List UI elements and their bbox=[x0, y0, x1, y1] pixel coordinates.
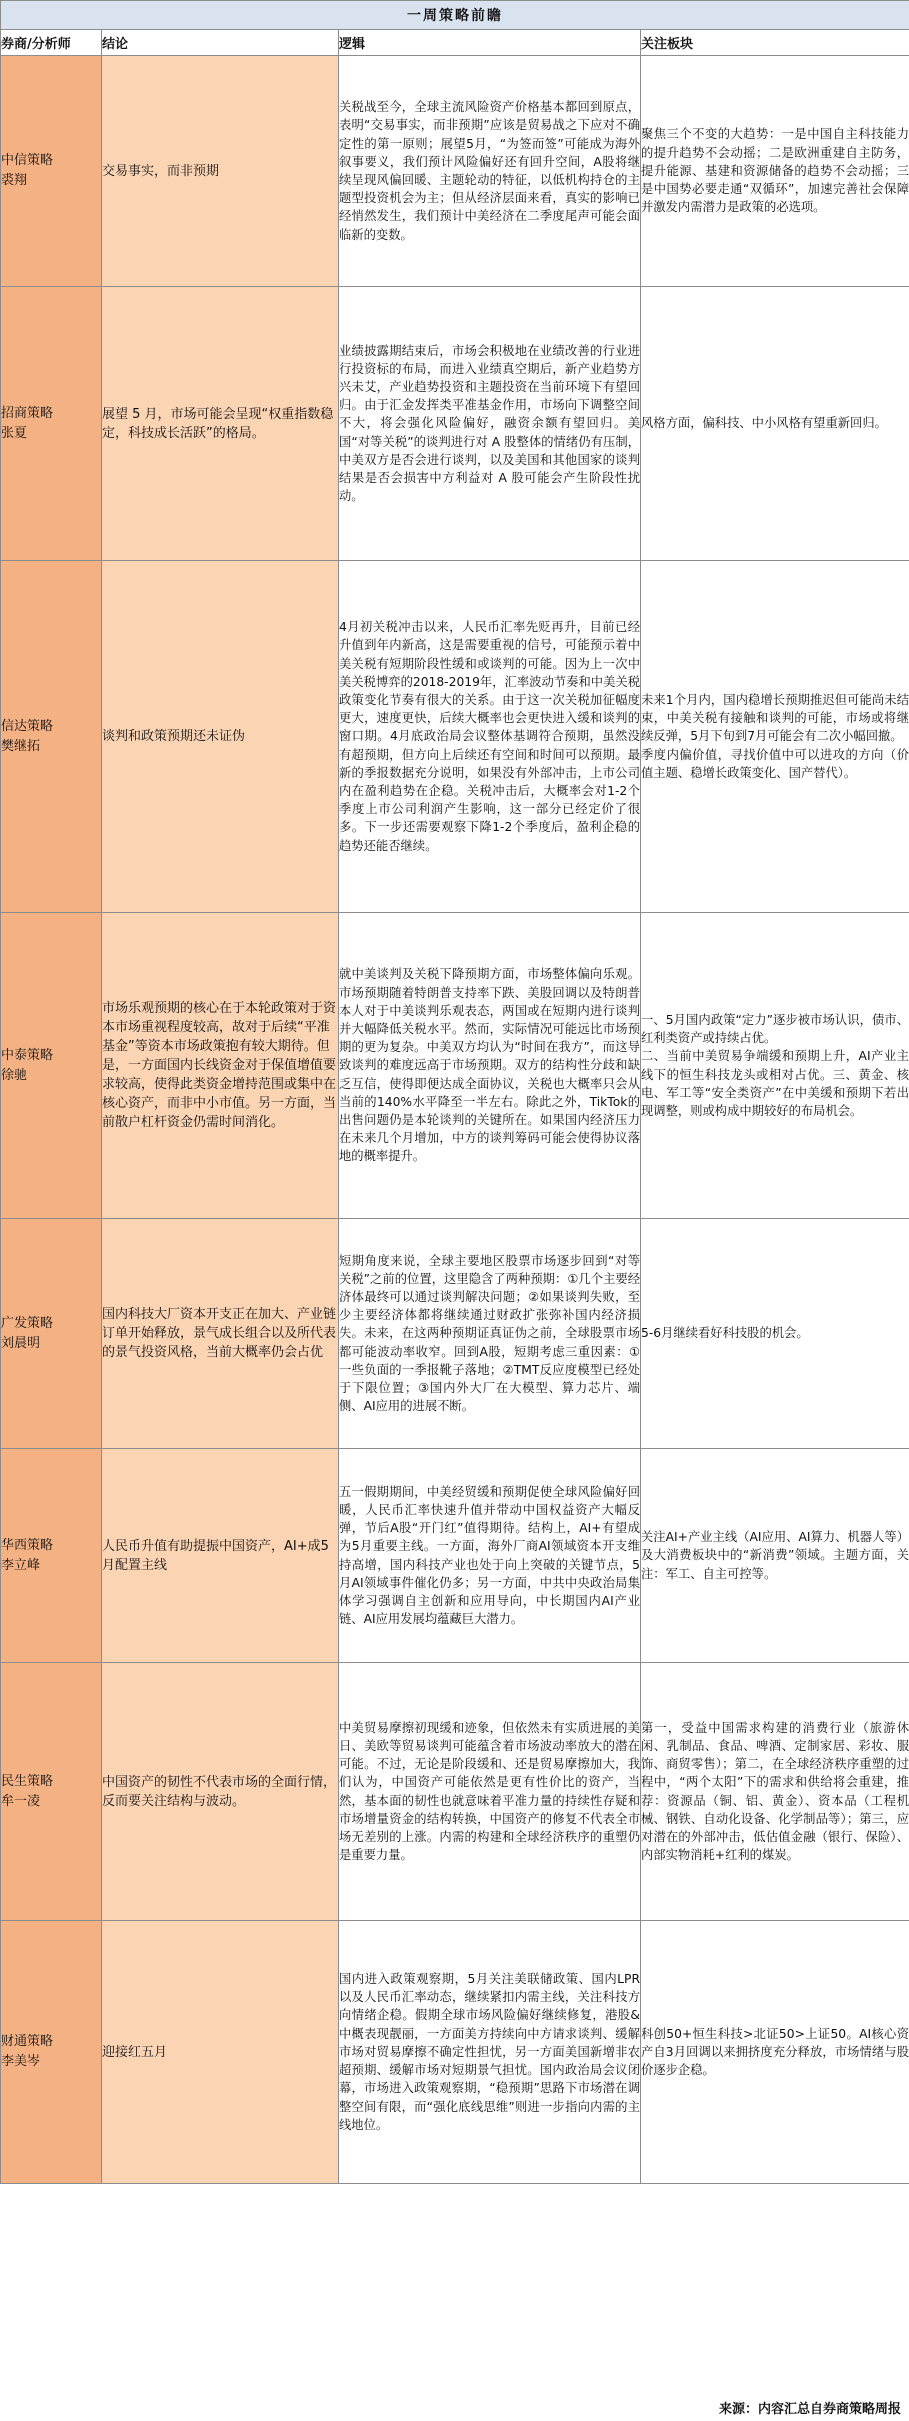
table-row bbox=[1, 1219, 909, 1449]
analyst-name: 徐驰 bbox=[1, 1067, 28, 1083]
header-broker: 券商/分析师 bbox=[1, 30, 102, 56]
logic-cell: 五一假期期间，中美经贸缓和预期促使全球风险偏好回暖，人民币汇率快速升值并带动中国权益资产大幅反弹，节后A股“开门红”值得期待。结构上，AI+有望成为5月重要主线。一方面，海外厂商AI领域资本开支维持高增，国内科技产业也处于向上突破的关键节点，5月AI领域事件催化仍多；另一方面，中共中央政治局集体学习强调自主创新和应用导向，中长期国内AI产业链、AI应用发展均蕴藏巨大潜力。 bbox=[339, 1449, 641, 1663]
logic-cell: 中美贸易摩擦初现缓和迹象，但依然未有实质进展的美日、美欧等贸易谈判可能蕴含着市场波动率放大的潜在可能。不过，无论是阶段缓和、还是贸易摩擦加大，我们认为，中国资产可能依然是更有性价比的资产，当然，基本面的韧性也就意味着平准力量的持续性存疑和市场增量资金的结构转换，中国资产的修复不代表全市场无差别的上涨。内需的构建和全球经济秩序的重塑仍是重要力量。 bbox=[339, 1663, 641, 1921]
conclusion-cell: 迎接红五月 bbox=[102, 1921, 339, 2184]
conclusion-cell: 国内科技大厂资本开支正在加大、产业链订单开始释放，景气成长组合以及所代表的景气投资风格，当前大概率仍会占优 bbox=[102, 1219, 339, 1449]
sector-cell: 一、5月国内政策“定力”逐步被市场认识，债市、红利类资产或持续占优。 二、当前中美贸易争端缓和预期上升，AI产业主线下的恒生科技龙头或相对占优。三、黄金、核电、军工等“安全类资产”在中美缓和预期下若出现调整，则或构成中期较好的布局机会。 bbox=[641, 913, 909, 1219]
broker-cell bbox=[1, 1219, 102, 1449]
table-row bbox=[1, 1449, 909, 1663]
source-note: 来源：内容汇总自券商策略周报 bbox=[718, 2402, 901, 2417]
logic-cell: 关税战至今，全球主流风险资产价格基本都回到原点，表明“交易事实，而非预期”应该是贸易战之下应对不确定性的第一原则；展望5月，“为签而签”可能成为海外叙事要义，我们预计风险偏好还有回升空间，A股将继续呈现风偏回暖、主题轮动的特征，以低机构持仓的主题型投资机会为主；但从经济层面来看，真实的影响已经悄然发生，我们预计中美经济在二季度尾声可能会面临新的变数。 bbox=[339, 56, 641, 287]
table-title: 一周策略前瞻 bbox=[1, 1, 909, 30]
broker-cell bbox=[1, 1921, 102, 2184]
broker-cell bbox=[1, 561, 102, 913]
broker-cell bbox=[1, 1663, 102, 1921]
analyst-name: 刘晨明 bbox=[1, 1335, 41, 1351]
logic-cell: 业绩披露期结束后，市场会积极地在业绩改善的行业进行投资标的布局，而进入业绩真空期后，新产业趋势方兴未艾，产业趋势投资和主题投资在当前环境下有望回归。由于汇金发挥类平准基金作用，市场向下调整空间不大，将会强化风险偏好，融资余额有望回归。美国“对等关税”的谈判进行对 A 股整体的情绪仍有压制，中美双方是否会进行谈判，以及美国和其他国家的谈判结果是否会损害中方利益对 A 股可能会产生阶段性扰动。 bbox=[339, 287, 641, 561]
broker-name: 中泰策略 bbox=[1, 1047, 54, 1063]
logic-cell: 4月初关税冲击以来，人民币汇率先贬再升，目前已经升值到年内新高，这是需要重视的信号，可能预示着中美关税有短期阶段性缓和或谈判的可能。因为上一次中美关税博弈的2018-2019年，汇率波动节奏和中美关税政策变化节奏有很大的关系。由于这一次关税加征幅度更大，速度更快，后续大概率也会更快进入缓和谈判的窗口期。4月底政治局会议整体基调符合预期，虽然没有超预期，但方向上后续还有空间和时间可以预期。最新的季报数据充分说明，如果没有外部冲击，上市公司内在盈利趋势在企稳。关税冲击后，大概率会对1-2个季度上市公司利润产生影响，这一部分已经定价了很多。下一步还需要观察下降1-2个季度后，盈利企稳的趋势还能否继续。 bbox=[339, 561, 641, 913]
analyst-name: 李美岑 bbox=[1, 2054, 41, 2069]
sector-cell: 聚焦三个不变的大趋势：一是中国自主科技能力的提升趋势不会动摇；二是欧洲重建自主防务，提升能源、基建和资源储备的趋势不会动摇；三是中国势必要走通“双循环”，加速完善社会保障并激发内需潜力是政策的必选项。 bbox=[641, 56, 909, 287]
table-row bbox=[1, 56, 909, 287]
header-conclusion: 结论 bbox=[102, 30, 339, 56]
analyst-name: 樊继拓 bbox=[1, 738, 41, 754]
broker-name: 广发策略 bbox=[1, 1315, 54, 1331]
broker-name: 财通策略 bbox=[1, 2034, 54, 2049]
sector-cell: 第一，受益中国需求构建的消费行业（旅游休闲、乳制品、食品、啤酒、定制家居、彩妆、服饰、商贸零售）；第二，在全球经济秩序重塑的过程中，“两个太阳”下的需求和供给将会重建，推荐：资源品（铜、铝、黄金）、资本品（工程机械、钢铁、自动化设备、化学制品等）；第三，应对潜在的外部冲击，低估值金融（银行、保险）、内部实物消耗+红利的煤炭。 bbox=[641, 1663, 909, 1921]
broker-name: 信达策略 bbox=[1, 718, 54, 734]
logic-cell: 国内进入政策观察期，5月关注美联储政策、国内LPR以及人民币汇率动态，继续紧扣内需主线，关注科技方向情绪企稳。假期全球市场风险偏好继续修复，港股&中概表现靓丽，一方面美方持续向中方请求谈判、缓解市场对贸易摩擦不确定性担忧，另一方面美国新增非农超预期、缓解市场对短期景气担忧。国内政治局会议闭幕，市场进入政策观察期，“稳预期”思路下市场潜在调整空间有限，而“强化底线思维”则进一步指向内需的主线地位。 bbox=[339, 1921, 641, 2184]
sector-cell: 关注AI+产业主线（AI应用、AI算力、机器人等）及大消费板块中的“新消费”领域。主题方面，关注：军工、自主可控等。 bbox=[641, 1449, 909, 1663]
conclusion-cell: 市场乐观预期的核心在于本轮政策对于资本市场重视程度较高，故对于后续“平准基金”等资本市场政策抱有较大期待。但是，一方面国内长线资金对于保值增值要求较高，使得此类资金增持范围或集中在核心资产，而非中小市值。另一方面，当前散户杠杆资金仍需时间消化。 bbox=[102, 913, 339, 1219]
conclusion-cell: 人民币升值有助提振中国资产，AI+成5月配置主线 bbox=[102, 1449, 339, 1663]
sector-cell: 风格方面，偏科技、中小风格有望重新回归。 bbox=[641, 287, 909, 561]
conclusion-cell: 交易事实，而非预期 bbox=[102, 56, 339, 287]
broker-cell bbox=[1, 913, 102, 1219]
table-row bbox=[1, 1663, 909, 1921]
table-row bbox=[1, 1921, 909, 2184]
sector-cell: 未来1个月内，国内稳增长预期推迟但可能尚未结束，中美关税有接触和谈判的可能，市场或将继续反弹，5月下旬到7月可能会有二次小幅回撤。 季度内偏价值，寻找价值中可以进攻的方向（价值主题、稳增长政策变化、国产替代）。 bbox=[641, 561, 909, 913]
broker-name: 中信策略 bbox=[1, 153, 54, 168]
sector-cell: 科创50+恒生科技>北证50>上证50。AI核心资产自3月回调以来拥挤度充分释放，市场情绪与股价逐步企稳。 bbox=[641, 1921, 909, 2184]
analyst-name: 牟一凌 bbox=[1, 1793, 41, 1809]
analyst-name: 李立峰 bbox=[1, 1557, 41, 1573]
broker-cell bbox=[1, 1449, 102, 1663]
table-row bbox=[1, 561, 909, 913]
broker-name: 民生策略 bbox=[1, 1773, 54, 1789]
conclusion-cell: 谈判和政策预期还未证伪 bbox=[102, 561, 339, 913]
conclusion-cell: 中国资产的韧性不代表市场的全面行情，反而要关注结构与波动。 bbox=[102, 1663, 339, 1921]
analyst-name: 裘翔 bbox=[1, 173, 28, 188]
broker-name: 招商策略 bbox=[1, 405, 54, 421]
logic-cell: 就中美谈判及关税下降预期方面，市场整体偏向乐观。市场预期随着特朗普支持率下跌、美股回调以及特朗普本人对于中美谈判乐观表态，两国或在短期内进行谈判并大幅降低关税水平。然而，实际情况可能远比市场预期的更为复杂。中美双方均认为“时间在我方”，而这导致谈判的难度远高于市场预期。双方的结构性分歧和缺乏互信，使得即便达成全面协议，关税也大概率只会从当前的140%水平降至一半左右。除此之外，TikTok的出售问题仍是本轮谈判的关键所在。如果国内经济压力在未来几个月增加，中方的谈判筹码可能会使得协议落地的概率提升。 bbox=[339, 913, 641, 1219]
table-row bbox=[1, 913, 909, 1219]
sector-cell: 5-6月继续看好科技股的机会。 bbox=[641, 1219, 909, 1449]
header-logic: 逻辑 bbox=[339, 30, 641, 56]
table-row bbox=[1, 287, 909, 561]
broker-cell bbox=[1, 56, 102, 287]
broker-name: 华西策略 bbox=[1, 1537, 54, 1553]
broker-cell bbox=[1, 287, 102, 561]
header-sector: 关注板块 bbox=[641, 30, 909, 56]
logic-cell: 短期角度来说，全球主要地区股票市场逐步回到“对等关税”之前的位置，这里隐含了两种预期：①几个主要经济体最终可以通过谈判解决问题；②如果谈判失败，至少主要经济体都将继续通过财政扩张弥补国内经济损失。未来，在这两种预期证真证伪之前，全球股票市场都可能波动率收窄。回到A股，短期考虑三重因素：①一些负面的一季报靴子落地；②TMT反应度模型已经处于下限位置；③国内外大厂在大模型、算力芯片、端侧、AI应用的进展不断。 bbox=[339, 1219, 641, 1449]
conclusion-cell: 展望 5 月，市场可能会呈现“权重指数稳定，科技成长活跃”的格局。 bbox=[102, 287, 339, 561]
analyst-name: 张夏 bbox=[1, 425, 28, 441]
